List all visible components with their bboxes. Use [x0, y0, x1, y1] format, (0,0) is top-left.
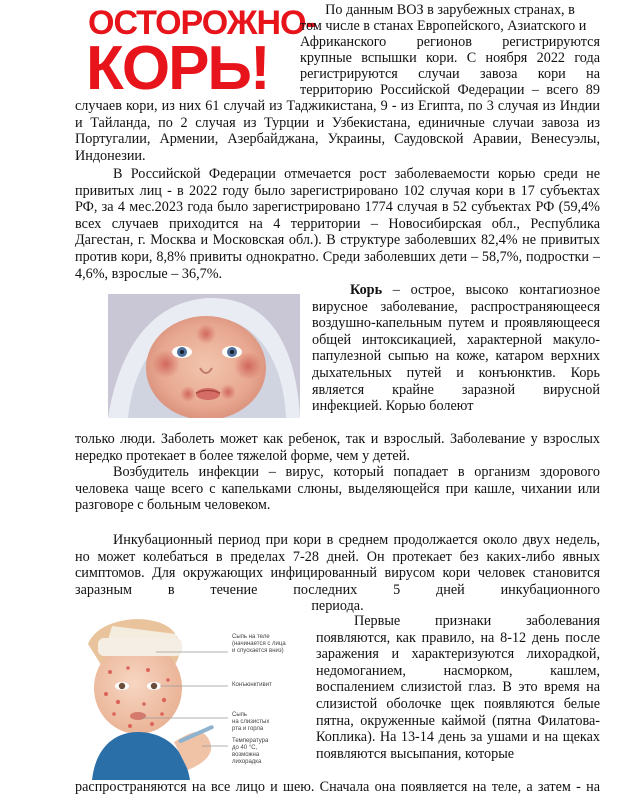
diagram-label-rash-1: Сыпь на теле [232, 634, 270, 640]
definition-right-text [312, 282, 600, 415]
diagram-label-temperature-3: возможна [232, 752, 260, 758]
pathogen-paragraph: Возбудитель инфекции – вирус, который попадает в организм здорового человека чаще всего с капельками слюны, выделяющейся при кашле, чихании или разговоре с больным человеком. [75, 464, 600, 514]
diagram-label-rash-3: и спускается вниз) [232, 648, 284, 654]
child-photo [108, 294, 300, 418]
diagram-label-temperature-1: Температура [232, 738, 269, 744]
diagram-label-temperature-4: лихорадка [232, 759, 262, 765]
symptoms-last-line: распространяются на все лицо и шею. Сначала она появляется на теле, а затем - на [75, 779, 600, 795]
diagram-label-mucosa-3: рта и горла [232, 726, 264, 732]
title-line-2: КОРЬ! [86, 34, 269, 103]
title-line-1: ОСТОРОЖНО- [88, 4, 316, 42]
diagram-label-mucosa-2: на слизистых [232, 719, 270, 725]
intro-line-3: Африканского регионов регистрируются [300, 34, 600, 50]
intro-full-text: случаев кори, из них 61 случай из Таджикистана, 9 - из Египта, по 3 случая из Индии и Тайланда, по 2 случая из Турции и Узбекистана, единичные случаи завоза из Португалии, Армении, Азербайджана, Украины, Саудовской Аравии, Венесуэлы, Индонезии. [75, 98, 600, 164]
diagram-label-mucosa-1: Сыпь [232, 712, 248, 718]
diagram-label-rash-2: (начинается с лица [232, 641, 286, 647]
intro-line-4: крупные вспышки кори. С ноября 2022 года [300, 50, 600, 66]
definition-body: – острое, высоко контагиозное вирусное заболевание, распространяющееся воздушно-капельным путем и проявляющееся общей интоксикацией, характерной макуло-папулезной сыпью на коже, катаром верхних дыхательных путей и конъюнктив. Корь является крайне заразной вирусной инфекцией. Корью болеют [312, 282, 600, 415]
incubation-end: периода. [311, 598, 364, 614]
definition-term: Корь [350, 282, 383, 298]
intro-line-5: регистрируются случаи завоза кори на [300, 66, 600, 82]
definition-full-text: только люди. Заболеть может как ребенок, так и взрослый. Заболевание у взрослых нередко протекает в более тяжелой форме, чем у детей. [75, 431, 600, 464]
incubation-paragraph: Инкубационный период при кори в среднем продолжается около двух недель, но может колебаться в пределах 7-28 дней. Он протекает без каких-либо явных симптомов. Для окружающих инфицированный вирусом кори человек становится заразным в течение последних 5 дней инкубационного [75, 532, 600, 598]
diagram-label-temperature [232, 738, 268, 766]
intro-line-1: По данным ВОЗ в зарубежных странах, в [325, 2, 575, 18]
diagram-label-conjunctivitis [232, 682, 272, 689]
symptoms-right-text: Первые признаки заболевания появляются, как правило, на 8-12 день после заражения и характеризуются лихорадкой, недомоганием, насморком, кашлем, воспалением слизистой глаз. В это время на слизистой оболочке щек появляются белые пятна, окруженные каймой (пятна Филатова-Коплика). На 13-14 день за ушами и на щеках появляются высыпания, которые [316, 613, 600, 762]
diagram-label-conjunctivitis-1: Конъюнктивит [232, 682, 272, 688]
diagram-label-mucosa [232, 712, 269, 733]
diagram-label-rash [232, 634, 286, 655]
diagram-label-temperature-2: до 40 °С, [232, 745, 258, 751]
intro-line-6: территорию Российской Федерации – всего 89 [300, 82, 600, 98]
stats-paragraph: В Российской Федерации отмечается рост заболеваемости корью среди не привитых лиц - в 2022 году было зарегистрировано 102 случая кори в 17 субъектах РФ, за 4 мес.2023 года было зарегистрировано 1774 случая в 52 субъектах РФ (59,4% всех случаев приходится на 4 территории – Новосибирская обл., Республика Дагестан, г. Москва и Московская обл.). В структуре заболевших 82,4% не привитых против кори, 8,8% привиты однократно. Среди заболевших дети – 58,7%, подростки – 4,6%, взрослые – 36,7%. [75, 166, 600, 282]
intro-line-2: том числе в станах Европейского, Азиатского и [300, 18, 587, 34]
